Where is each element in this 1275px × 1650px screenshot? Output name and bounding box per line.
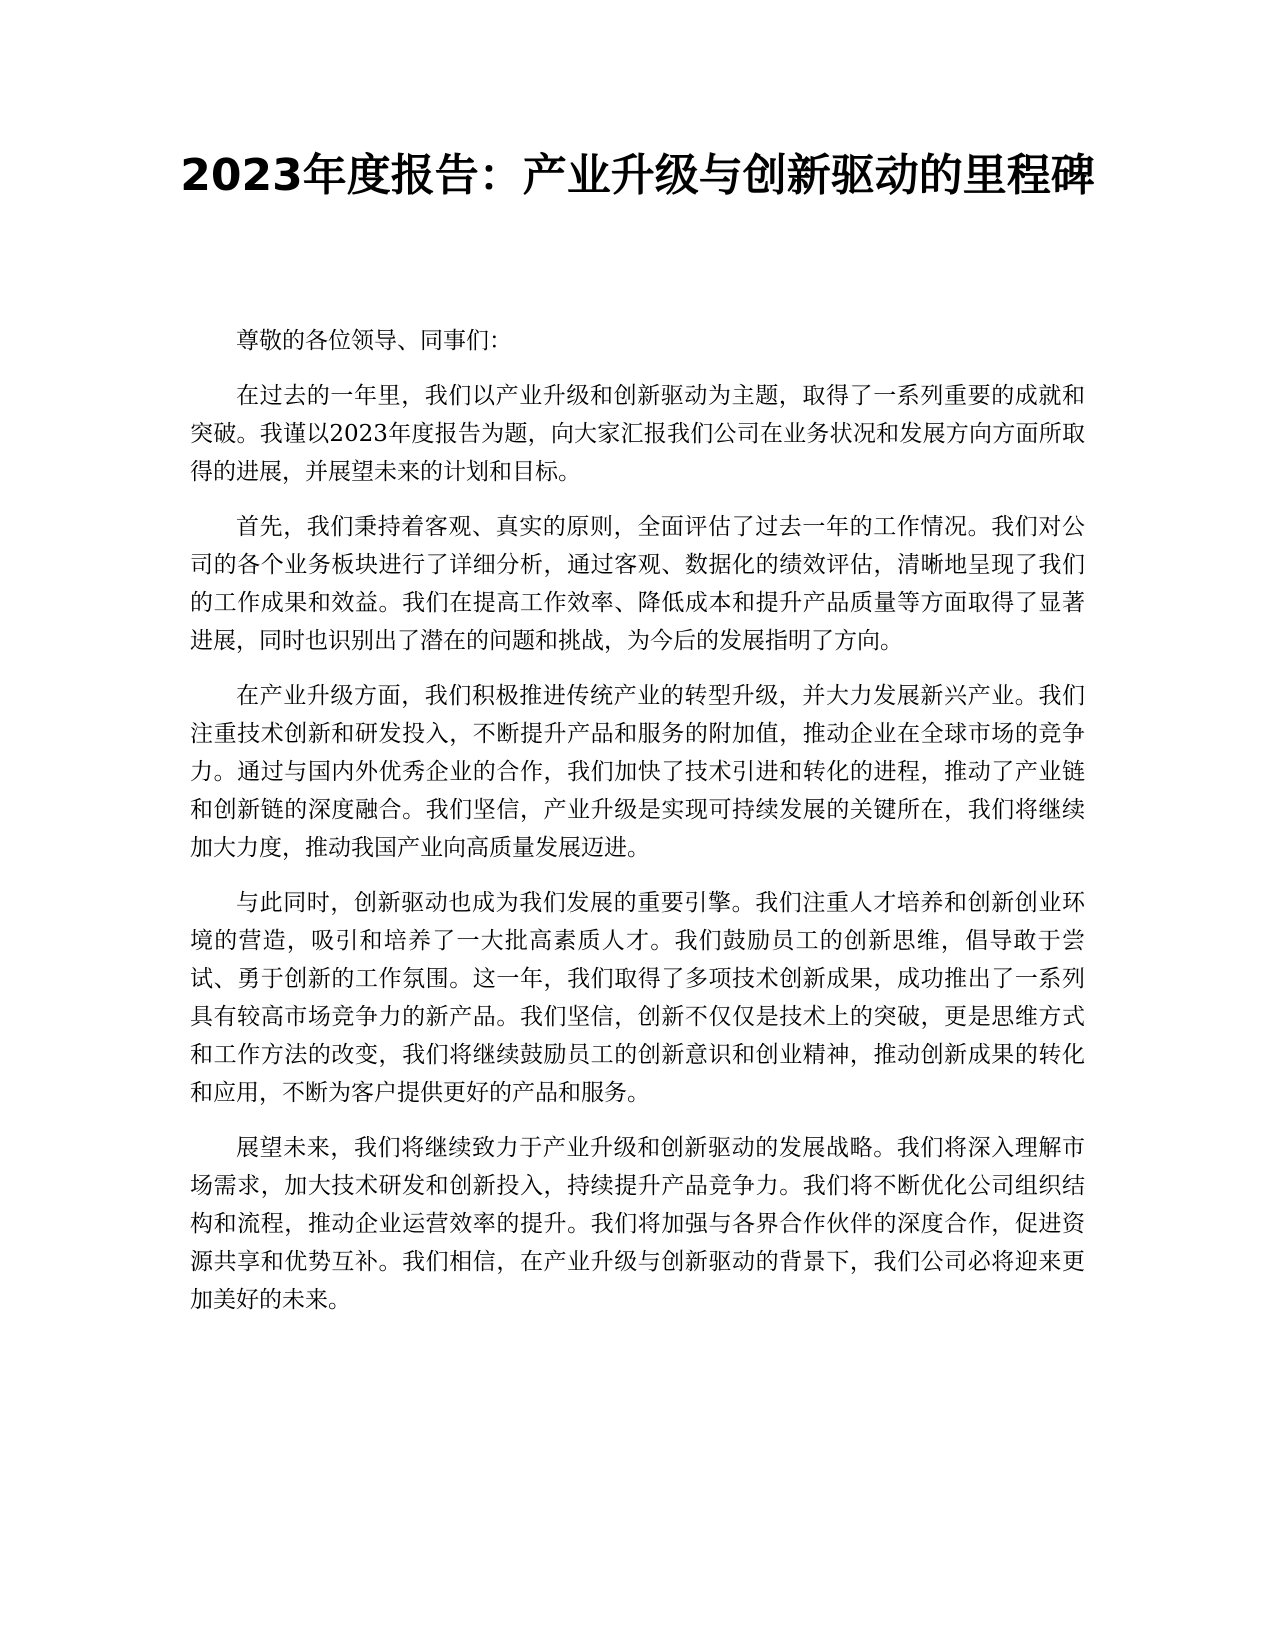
paragraph: 在产业升级方面，我们积极推进传统产业的转型升级，并大力发展新兴产业。我们注重技术创新和研发投入，不断提升产品和服务的附加值，推动企业在全球市场的竞争力。通过与国内外优秀企业的合作，我们加快了技术引进和转化的进程，推动了产业链和创新链的深度融合。我们坚信，产业升级是实现可持续发展的关键所在，我们将继续加大力度，推动我国产业向高质量发展迈进。: [190, 683, 1085, 861]
document-body: [190, 322, 1085, 1336]
paragraph: 展望未来，我们将继续致力于产业升级和创新驱动的发展战略。我们将深入理解市场需求，加大技术研发和创新投入，持续提升产品竞争力。我们将不断优化公司组织结构和流程，推动企业运营效率的提升。我们将加强与各界合作伙伴的深度合作，促进资源共享和优势互补。我们相信，在产业升级与创新驱动的背景下，我们公司必将迎来更加美好的未来。: [190, 1135, 1085, 1313]
paragraph: 首先，我们秉持着客观、真实的原则，全面评估了过去一年的工作情况。我们对公司的各个业务板块进行了详细分析，通过客观、数据化的绩效评估，清晰地呈现了我们的工作成果和效益。我们在提高工作效率、降低成本和提升产品质量等方面取得了显著进展，同时也识别出了潜在的问题和挑战，为今后的发展指明了方向。: [190, 514, 1085, 654]
paragraph: 与此同时，创新驱动也成为我们发展的重要引擎。我们注重人才培养和创新创业环境的营造，吸引和培养了一大批高素质人才。我们鼓励员工的创新思维，倡导敢于尝试、勇于创新的工作氛围。这一年，我们取得了多项技术创新成果，成功推出了一系列具有较高市场竞争力的新产品。我们坚信，创新不仅仅是技术上的突破，更是思维方式和工作方法的改变，我们将继续鼓励员工的创新意识和创业精神，推动创新成果的转化和应用，不断为客户提供更好的产品和服务。: [190, 890, 1085, 1106]
document-title: 2023年度报告：产业升级与创新驱动的里程碑: [180, 150, 1095, 201]
salutation: 尊敬的各位领导、同事们：: [236, 328, 512, 354]
paragraph: 在过去的一年里，我们以产业升级和创新驱动为主题，取得了一系列重要的成就和突破。我谨以2023年度报告为题，向大家汇报我们公司在业务状况和发展方向方面所取得的进展，并展望未来的计划和目标。: [190, 383, 1085, 485]
